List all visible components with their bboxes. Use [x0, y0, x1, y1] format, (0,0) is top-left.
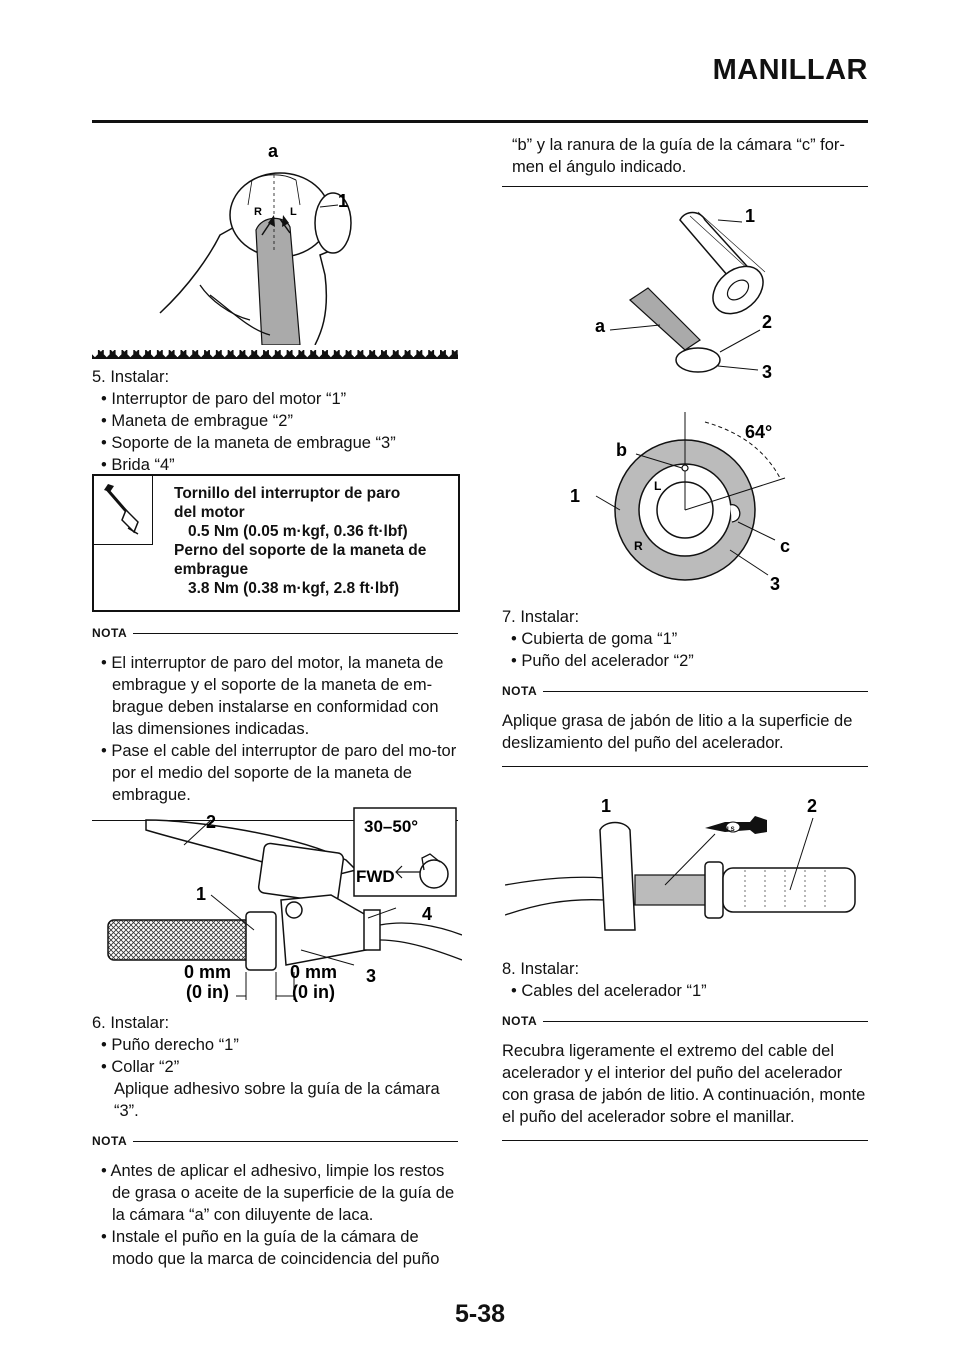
torque-line: Perno del soporte de la maneta de [174, 542, 427, 559]
fig4-label-l: L [654, 479, 662, 493]
fig1-label-1: 1 [338, 191, 349, 211]
fig5-label-ls: LS [727, 827, 735, 833]
fig4-label-3: 3 [770, 574, 781, 594]
step7-item: • Cubierta de goma “1” [511, 630, 678, 648]
step6-sub: Aplique adhesivo sobre la guía de la cámara “3”. [114, 1080, 440, 1120]
fig4-label-b: b [616, 440, 627, 460]
fig2-label-3: 3 [366, 966, 377, 986]
step5-item: • Brida “4” [101, 456, 175, 474]
fig4-label-c: c [780, 536, 791, 556]
step7-title: 7. Instalar: [502, 608, 580, 626]
fig5-label-2: 2 [807, 796, 818, 816]
continued-text: “b” y la ranura de la guía de la cámara “c” for-men el ángulo indicado. [512, 136, 845, 176]
figure-clutch-lever [96, 800, 462, 1008]
nota-label: NOTA [502, 1014, 538, 1028]
fig3-label-1: 1 [745, 206, 756, 226]
nota-item: • Instale el puño en la guía de la cámara de modo que la marca de coincidencia del puño [101, 1228, 440, 1268]
page-title: MANILLAR [712, 54, 868, 86]
section-rule [502, 186, 868, 187]
fig3-label-3: 3 [762, 362, 773, 382]
step8-title: 8. Instalar: [502, 960, 580, 978]
fig2-fwd: FWD [356, 867, 395, 886]
fig2-label-1: 1 [196, 884, 207, 904]
page-number: 5-38 [454, 1300, 506, 1328]
step6-item: • Collar “2” [101, 1058, 180, 1076]
fig3-label-a: a [595, 316, 606, 336]
torque-spec-box [92, 474, 460, 612]
fig2-angle: 30–50° [364, 817, 419, 836]
header-rule [92, 120, 868, 123]
fig1-label-l: L [290, 206, 297, 218]
nota-heading [502, 680, 868, 702]
nota-end-rule [502, 1140, 868, 1141]
nota-label: NOTA [92, 626, 128, 640]
step7-item: • Puño del acelerador “2” [511, 652, 694, 670]
fig4-label-r: R [634, 539, 643, 553]
fig1-label-a: a [268, 141, 279, 161]
figure-grease-throttle [505, 790, 865, 940]
nota-label: NOTA [502, 684, 538, 698]
step5-title: 5. Instalar: [92, 368, 170, 386]
step5-item: • Maneta de embrague “2” [101, 412, 293, 430]
fig4-angle: 64° [745, 422, 773, 442]
torque-value: 0.5 Nm (0.05 m·kgf, 0.36 ft·lbf) [188, 523, 408, 540]
fig5-label-1: 1 [601, 796, 612, 816]
torque-line: del motor [174, 504, 245, 521]
nota-heading [502, 1010, 868, 1032]
torque-value: 3.8 Nm (0.38 m·kgf, 2.8 ft·lbf) [188, 580, 400, 597]
nota-item: • Antes de aplicar el adhesivo, limpie los restos de grasa o aceite de la superficie de la guía de la cámara “a” con diluyente de laca. [101, 1162, 455, 1224]
step5-item: • Interruptor de paro del motor “1” [101, 390, 347, 408]
nota-label: NOTA [92, 1134, 128, 1148]
torque-line: embrague [174, 561, 249, 578]
fig2-dim-in: (0 in) [186, 982, 229, 1002]
fig2-label-4: 4 [422, 904, 433, 924]
fig3-label-2: 2 [762, 312, 773, 332]
fig1-label-r: R [254, 206, 262, 218]
fig2-dim-mm: 0 mm [184, 962, 232, 982]
fig2-dim-mm: 0 mm [290, 962, 338, 982]
nota-end-rule [502, 766, 868, 767]
step6-title: 6. Instalar: [92, 1014, 170, 1032]
fig2-dim-in: (0 in) [292, 982, 335, 1002]
fig4-label-1: 1 [570, 486, 581, 506]
nota-item: • El interruptor de paro del motor, la maneta de embrague y el soporte de la maneta de em-brague deben instalarse en conformidad con las dimensiones indicadas. [101, 654, 444, 738]
figure-throttle-grip [590, 200, 790, 390]
step6-item: • Puño derecho “1” [101, 1036, 239, 1054]
nota-heading [92, 1130, 458, 1152]
torque-cell [94, 476, 153, 545]
figure-throttle-angle [560, 410, 810, 600]
nota-text: Aplique grasa de jabón de litio a la superficie de deslizamiento del puño del acelerador. [502, 712, 853, 752]
nota-item: • Pase el cable del interruptor de paro del mo-tor por el medio del soporte de la maneta de embrague. [101, 742, 457, 804]
nota-text: Recubra ligeramente el extremo del cable del acelerador y el interior del puño del acelerador con grasa de jabón de litio. A continuación, monte el puño del acelerador sobre el manillar. [502, 1042, 866, 1126]
torque-line: Tornillo del interruptor de paro [174, 485, 401, 502]
warning-triangle-row [92, 350, 458, 359]
figure-engine-stop-switch [150, 135, 400, 345]
fig2-label-2: 2 [206, 812, 217, 832]
step8-item: • Cables del acelerador “1” [511, 982, 707, 1000]
torque-wrench-icon [94, 476, 152, 544]
step5-item: • Soporte de la maneta de embrague “3” [101, 434, 396, 452]
nota-heading [92, 622, 458, 644]
